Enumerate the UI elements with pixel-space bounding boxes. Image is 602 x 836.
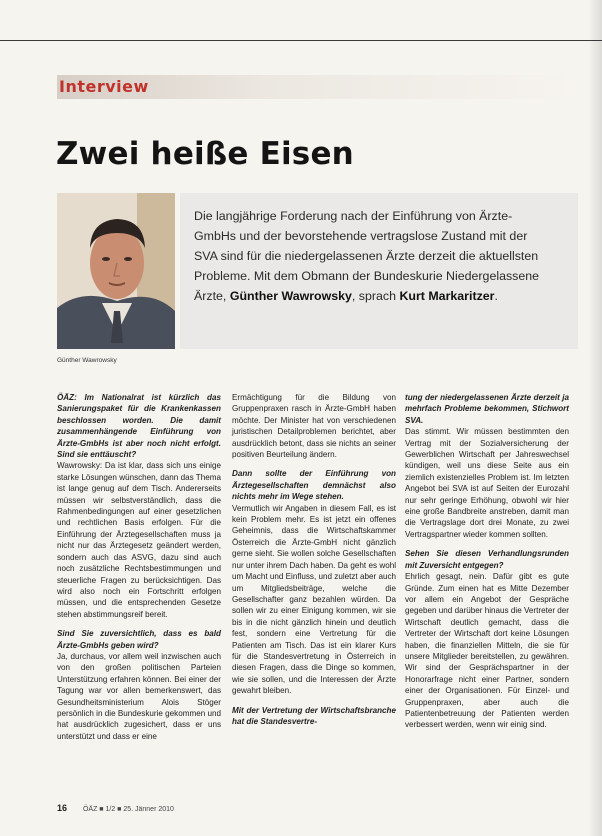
- lead-text-middle: , sprach: [351, 289, 396, 303]
- section-label: Interview: [59, 77, 149, 96]
- interviewer-name: Kurt Markaritzer: [399, 289, 495, 303]
- lead-text-before: Die langjährige Forderung nach der Einführung von Ärzte-GmbHs und der bevorstehende vertragslose Zustand mit der SVA sind für die niedergelassenen Ärzte derzeit die aktuellsten Probleme. Mit dem Obmann der Bundeskurie Niedergelassene Ärzte,: [194, 209, 540, 303]
- issue-info: ÖÄZ ■ 1/2 ■ 25. Jänner 2010: [82, 806, 174, 813]
- page-edge-shadow: [588, 0, 602, 836]
- page-number: 16: [57, 803, 68, 813]
- article-column-2: [232, 392, 396, 735]
- interviewee-name: Günther Wawrowsky: [229, 289, 352, 303]
- answer-1: Wawrowsky: Da ist klar, dass sich uns einige starke Lösungen wünschen, dann das Thema ist lange genug auf dem Tisch. Andererseits müssen wir selbstverständlich, dass die Rahmenbedingungen auf einer gesetzlichen und rechtlichen Basis erfolgen. Für die Einführung der Ärztegesellschaften muss ja nicht nur das Ärztegesetz geändert werden, sondern auch das ASVG, dazu sind auch noch zusätzliche Rechtsbestimmungen und steuerliche Fragen zu berücksichtigen. Das wird also noch ein Fortschritt erfolgen müssen, und die entsprechenden Gesetze stehen abstimmungsreif bereit.: [57, 461, 221, 619]
- lead-paragraph: [194, 206, 544, 306]
- page-title: Zwei heiße Eisen: [56, 136, 354, 172]
- page-footer: [57, 803, 174, 813]
- portrait-photo: [57, 193, 175, 349]
- question-1: ÖÄZ: Im Nationalrat ist kürzlich das Sanierungspaket für die Krankenkassen beschlossen worden. Die damit zusammenhängende Einführung von Ärzte-GmbHs ist aber noch nicht erfolgt. Sind sie enttäuscht?: [57, 393, 221, 460]
- answer-3: Vermutlich wir Angaben in diesem Fall, es ist kein Problem mehr. Es ist jetzt ein offenes Geheimnis, dass die Wirtschaftskammer Österreich die Ärzte-GmbH nicht gänzlich gerne sieht. Sie wollen solche Gesellschaften nur unter ihrem Dach haben. Da geht es wohl um Macht und Einfluss, und zuletzt aber auch um Mitgliedsbeiträge, welche die Gesellschafter ganz bezahlen würden. Da sollen wir zu einer Einigung kommen, wir sie bis in die nicht gänzlich hinein und deutlich fest, sondern eine Vertretung für die Patienten am Tisch. Das ist ein klarer Kurs für die Standesvertretung in Österreich in diesen Fragen, dass die Dinge so kommen, wie sie sollen, und die Interessen der Ärzte gewahrt bleiben.: [232, 503, 396, 696]
- section-bar: [57, 75, 578, 99]
- question-4: Mit der Vertretung der Wirtschaftsbranche hat die Standesvertre-: [232, 705, 396, 726]
- answer-2-continued: Ermächtigung für die Bildung von Gruppenpraxen rasch in Ärzte-GmbH haben möchte. Der Minister hat von verschiedenen juristischen Detailproblemen berichtet, aber ausdrücklich betont, dass sie nichts an seiner positiven Beurteilung ändern.: [232, 393, 396, 460]
- photo-caption: Günther Wawrowsky: [57, 357, 117, 364]
- article-column-1: [57, 392, 221, 750]
- question-4-continued: tung der niedergelassenen Ärzte derzeit ja mehrfach Probleme bekommen, Stichwort SVA.: [405, 393, 569, 425]
- answer-2: Ja, durchaus, vor allem weil inzwischen auch von den großen politischen Parteien Unterstützung erfahren können. Bei einer der Tagung war vor allen bemerkenswert, das Gesundheitsministerium Alois Stöger persönlich in die Bundeskurie gekommen und hat ausdrücklich zugesichert, dass er uns unterstützt und dass er eine: [57, 651, 221, 741]
- answer-4: Das stimmt. Wir müssen bestimmten den Vertrag mit der Sozialversicherung der Gewerblichen Wirtschaft per Jahreswechsel kündigen, weil uns diese Seite aus ein ziemlich existenzielles Problem ist. Im letzten Angebot bei SVA ist auf Seiten der Eurozahl nur sehr geringe Erhöhung, obwohl wir hier eine große Bandbreite anstreben, damit man die Vertragslage dort drei Monate, zu zwei Vertragspartner wieder kommen sollten.: [405, 427, 569, 539]
- question-5: Sehen Sie diesen Verhandlungsrunden mit Zuversicht entgegen?: [405, 549, 569, 570]
- portrait-illustration: [57, 193, 175, 349]
- header-rule: [0, 40, 602, 41]
- article-column-3: [405, 392, 569, 739]
- lead-text-after: .: [494, 289, 498, 303]
- question-2: Sind Sie zuversichtlich, dass es bald Ärzte-GmbHs geben wird?: [57, 629, 221, 650]
- answer-5: Ehrlich gesagt, nein. Dafür gibt es gute Gründe. Zum einen hat es Mitte Dezember vor allem ein Angebot der Gespräche gegeben und darüber hinaus die Vertreter der Wirtschaft deutlich gemacht, dass die Vertreter der Wirtschaft dort keine Lösungen haben, die finanziellen Mitteln, die sie für unsere Mitglieder bereitstellen, zu gewähren. Wir sind der Gesprächspartner in der Honorarfrage nicht einer Partner, sondern einer der Organisationen. Für Einzel- und Gruppenpraxen, aber auch die Patientenbetreuung der Patienten werden verbessert werden, wenn wir einig sind.: [405, 572, 569, 730]
- question-3: Dann sollte der Einführung von Ärztegesellschaften demnächst also nichts mehr im Wege stehen.: [232, 469, 396, 502]
